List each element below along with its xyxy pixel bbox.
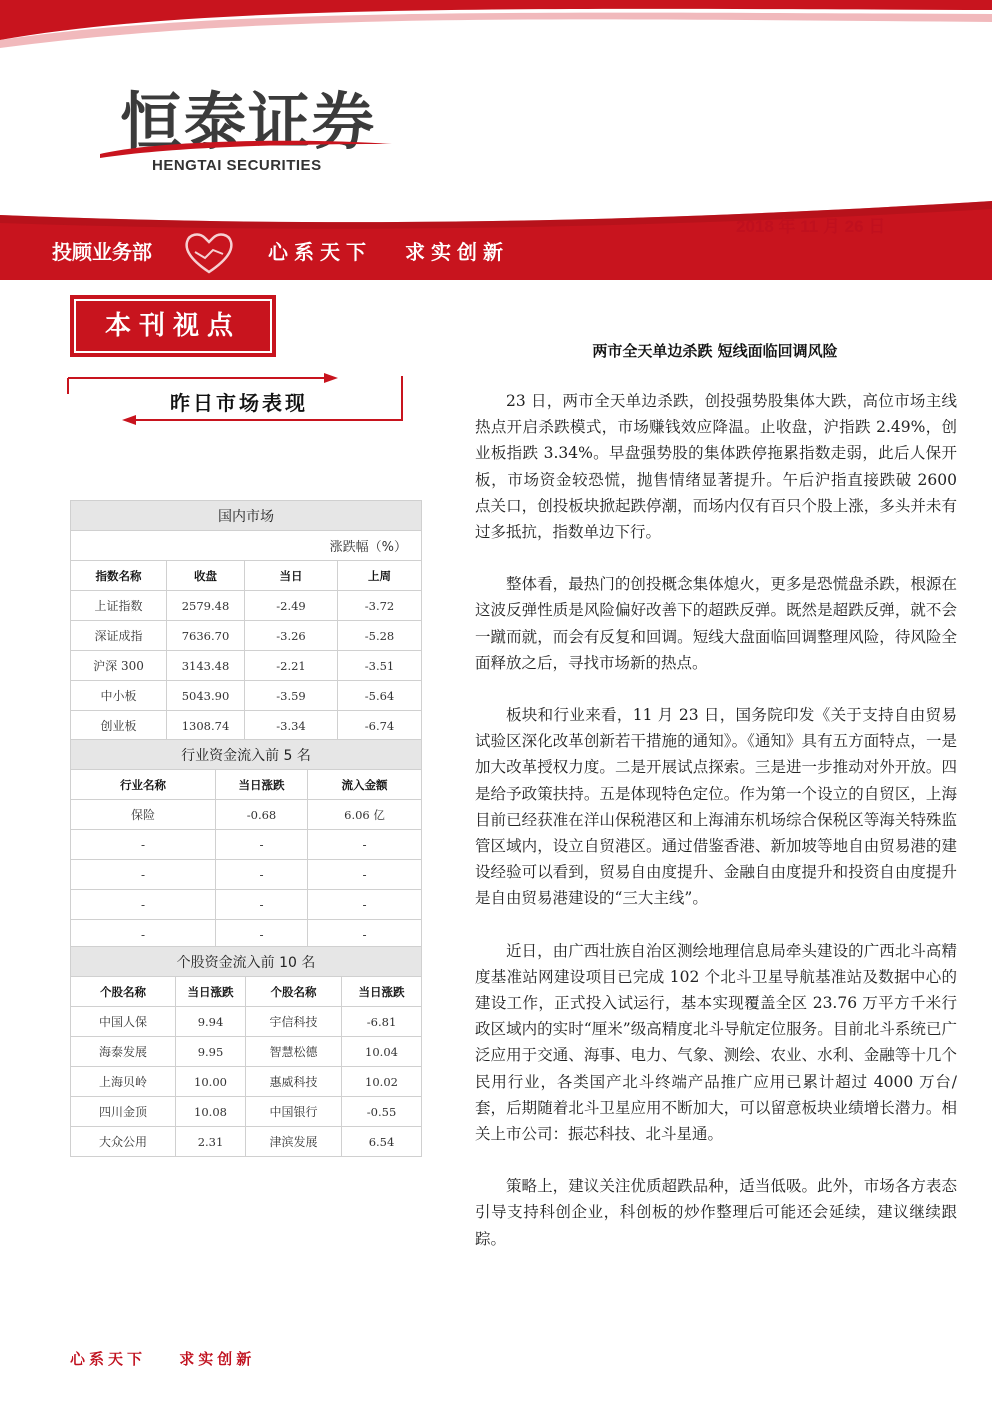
table-row (71, 621, 422, 651)
cell: - (71, 890, 216, 920)
cell: - (308, 920, 422, 950)
col-header: 个股名称 (246, 977, 342, 1007)
cell: 6.06 亿 (308, 800, 422, 830)
col-header: 收盘 (167, 561, 245, 591)
table-row (71, 800, 422, 830)
cell: -0.55 (342, 1097, 422, 1127)
table-row (71, 1097, 422, 1127)
cell: 深证成指 (71, 621, 167, 651)
col-header: 行业名称 (71, 770, 216, 800)
table-row (71, 860, 422, 890)
cell: 5043.90 (167, 681, 245, 711)
cell: - (216, 860, 308, 890)
cell: 10.02 (342, 1067, 422, 1097)
cell: 四川金顶 (71, 1097, 176, 1127)
col-header: 当日涨跌 (342, 977, 422, 1007)
article-paragraph: 近日，由广西壮族自治区测绘地理信息局牵头建设的广西北斗高精度基准站网建设项目已完成 102 个北斗卫星导航基准站及数据中心的建设工作，正式投入试运行，基本实现覆盖全区 23.76 万平方千米行政区域内的实时“厘米”级高精度北斗导航定位服务。目前北斗系统已广泛应用于交通、海事、电力、气象、测绘、农业、水利、金融等十几个民用行业，各类国产北斗终端产品推广应用已累计超过 4000 万台/套，后期随着北斗卫星应用不断加大，可以留意板块业绩增长潜力。相关上市公司：振芯科技、北斗星通。 (475, 941, 957, 1144)
cell: - (71, 830, 216, 860)
cell: 6.54 (342, 1127, 422, 1157)
cell: 津滨发展 (246, 1127, 342, 1157)
article-paragraph: 板块和行业来看，11 月 23 日，国务院印发《关于支持自由贸易试验区深化改革创新若干措施的通知》。《通知》具有五方面特点，一是加大改革授权力度。二是开展试点探索。三是进一步推动对外开放。四是给予政策扶持。五是体现特色定位。作为第一个设立的自贸区，上海目前已经获准在洋山保税港区和上海浦东机场综合保税区等海关特殊监管区域内，设立自贸港区。通过借鉴香港、新加坡等地自由贸易港的建设经验可以看到，贸易自由度提升、金融自由度提升和投资自由度提升是自由贸易港建设的“三大主线”。 (475, 706, 957, 908)
table-row (71, 890, 422, 920)
cell: -5.64 (338, 681, 422, 711)
cell: -3.59 (245, 681, 338, 711)
cell: 宇信科技 (246, 1007, 342, 1037)
cell: - (308, 890, 422, 920)
table-row (71, 711, 422, 741)
col-header: 上周 (338, 561, 422, 591)
table-row (71, 1067, 422, 1097)
industry-header-row (71, 770, 422, 800)
article-paragraph: 23 日，两市全天单边杀跌，创投强势股集体大跌，高位市场主线热点开启杀跌模式，市场赚钱效应降温。止收盘，沪指跌 2.49%，创业板指跌 3.34%。早盘强势股的集体跌停拖累指数走弱，此后人保开板，市场资金较恐慌，抛售情绪显著提升。午后沪指直接跌破 2600 点关口，创投板块掀起跌停潮，而场内仅有百只个股上涨，多头并未有过多抵抗，指数单边下行。 (475, 392, 957, 542)
cell: -3.26 (245, 621, 338, 651)
col-header: 当日涨跌 (216, 770, 308, 800)
unit-label: 涨跌幅（%） (71, 531, 422, 561)
cell: 大众公用 (71, 1127, 176, 1157)
cell: -3.51 (338, 651, 422, 681)
cell: - (308, 860, 422, 890)
table-row (71, 920, 422, 950)
cell: 上证指数 (71, 591, 167, 621)
cell: 10.04 (342, 1037, 422, 1067)
cell: - (308, 830, 422, 860)
cell: -3.72 (338, 591, 422, 621)
domestic-market-title-row (71, 501, 422, 531)
cell: 保险 (71, 800, 216, 830)
market-table (70, 500, 422, 741)
cell: 惠威科技 (246, 1067, 342, 1097)
industry-flow-title-row (71, 740, 422, 770)
cell: 智慧松德 (246, 1037, 342, 1067)
cell: 3143.48 (167, 651, 245, 681)
cell: 中国银行 (246, 1097, 342, 1127)
logo-en: HENGTAI SECURITIES (152, 157, 322, 174)
motto-2: 求实创新 (404, 240, 509, 264)
cell: 10.00 (176, 1067, 246, 1097)
cell: 上海贝岭 (71, 1067, 176, 1097)
cell: -0.68 (216, 800, 308, 830)
footer-motto (70, 1348, 279, 1369)
cell: - (216, 920, 308, 950)
table-row (71, 651, 422, 681)
cell: -3.34 (245, 711, 338, 741)
col-header: 个股名称 (71, 977, 176, 1007)
handshake-heart-icon (183, 230, 235, 276)
header-motto (268, 236, 529, 265)
cell: - (216, 830, 308, 860)
cell: 10.08 (176, 1097, 246, 1127)
industry-flow-title: 行业资金流入前 5 名 (71, 740, 422, 770)
cell: 7636.70 (167, 621, 245, 651)
cell: 创业板 (71, 711, 167, 741)
stock-flow-title-row (71, 947, 422, 977)
department-name: 投顾业务部 (52, 240, 152, 264)
footer-motto-1: 心系天下 (70, 1350, 147, 1368)
article-paragraph: 策略上，建议关注优质超跌品种，适当低吸。此外，市场各方表态引导支持科创企业，科创板的炒作整理后可能还会延续，建议继续跟踪。 (475, 1177, 957, 1248)
cell: 9.94 (176, 1007, 246, 1037)
unit-row (71, 531, 422, 561)
cell: 1308.74 (167, 711, 245, 741)
cell: 2579.48 (167, 591, 245, 621)
cell: 2.31 (176, 1127, 246, 1157)
cell: -2.49 (245, 591, 338, 621)
cell: -2.21 (245, 651, 338, 681)
section-title: 本刊视点 (74, 299, 272, 353)
stock-flow-title: 个股资金流入前 10 名 (71, 947, 422, 977)
stock-flow-table (70, 946, 422, 1157)
table-row (71, 1037, 422, 1067)
logo-cn: 恒泰证券 (120, 85, 377, 158)
footer-motto-2: 求实创新 (179, 1350, 256, 1368)
report-date: 2018 年 11 月 26 日 (736, 217, 886, 236)
domestic-market-title: 国内市场 (71, 501, 422, 531)
cell: -6.81 (342, 1007, 422, 1037)
article-body (475, 388, 957, 1278)
col-header: 当日涨跌 (176, 977, 246, 1007)
index-header-row (71, 561, 422, 591)
industry-flow-table (70, 739, 422, 950)
stock-header-row (71, 977, 422, 1007)
cell: 沪深 300 (71, 651, 167, 681)
section-title-box (70, 295, 276, 357)
table-row (71, 1127, 422, 1157)
table-row (71, 830, 422, 860)
company-logo (100, 72, 400, 182)
cell: -5.28 (338, 621, 422, 651)
motto-1: 心系天下 (268, 240, 372, 264)
cell: - (71, 920, 216, 950)
col-header: 当日 (245, 561, 338, 591)
cell: - (71, 860, 216, 890)
table-row (71, 1007, 422, 1037)
table-row (71, 591, 422, 621)
col-header: 流入金额 (308, 770, 422, 800)
cell: 海泰发展 (71, 1037, 176, 1067)
article-paragraph: 整体看，最热门的创投概念集体熄火，更多是恐慌盘杀跌，根源在这波反弹性质是风险偏好改善下的超跌反弹。既然是超跌反弹，就不会一蹴而就，而会有反复和回调。短线大盘面临回调整理风险，待风险全面释放之后，寻找市场新的热点。 (475, 575, 957, 672)
cell: - (216, 890, 308, 920)
table-row (71, 681, 422, 711)
cell: 中国人保 (71, 1007, 176, 1037)
cell: 9.95 (176, 1037, 246, 1067)
cell: 中小板 (71, 681, 167, 711)
section-subtitle: 昨日市场表现 (170, 391, 308, 415)
col-header: 指数名称 (71, 561, 167, 591)
article-title: 两市全天单边杀跌 短线面临回调风险 (592, 342, 838, 360)
cell: -6.74 (338, 711, 422, 741)
